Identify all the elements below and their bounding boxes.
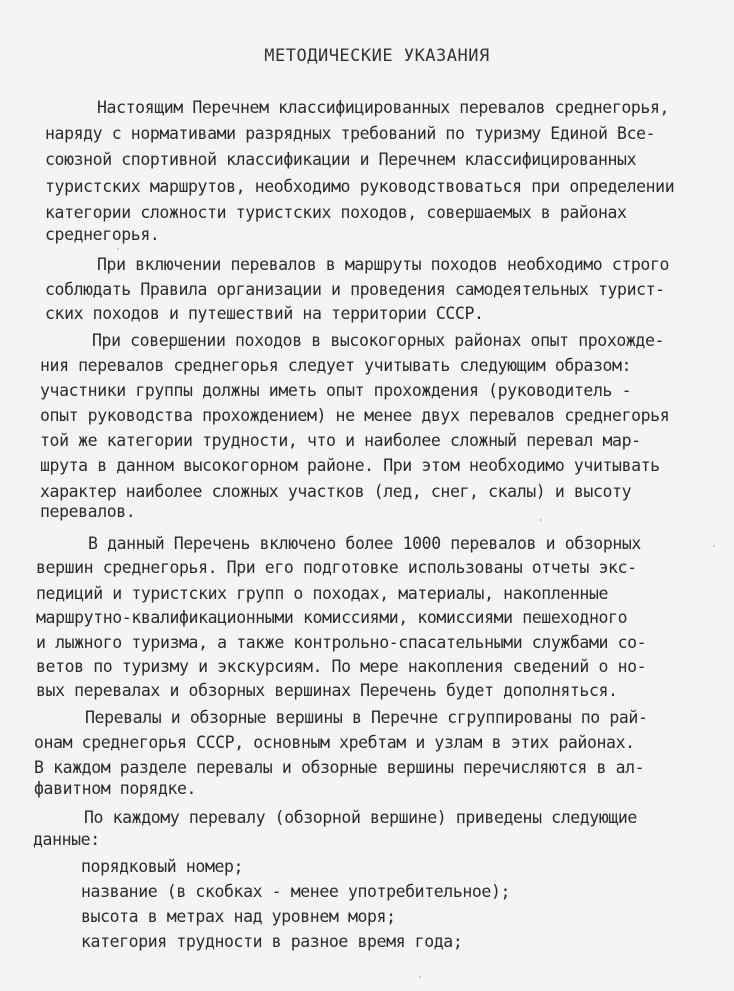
text-line: наряду с нормативами разрядных требований по туризму Единой Все- bbox=[45, 124, 656, 143]
text-line: категории сложности туристских походов, совершаемых в районах bbox=[45, 203, 627, 222]
text-line: соблюдать Правила организации и проведения самодеятельных турист- bbox=[45, 280, 665, 299]
text-line: фавитном порядке. bbox=[34, 779, 197, 798]
text-line: При включении перевалов в маршруты походов необходимо строго bbox=[97, 255, 670, 274]
text-line: название (в скобках - менее употребительное); bbox=[81, 882, 511, 901]
text-line: участники группы должны иметь опыт прохождения (руководитель - bbox=[40, 381, 632, 400]
paper-speck bbox=[540, 519, 542, 521]
text-line: При совершении походов в высокогорных районах опыт прохожде- bbox=[92, 331, 665, 350]
text-line: той же категории трудности, что и наиболее сложный перевал мар- bbox=[40, 431, 641, 450]
text-line: В каждом разделе перевалы и обзорные вершины перечисляются в ал- bbox=[34, 758, 645, 777]
text-line: туристских маршрутов, необходимо руководствоваться при определении bbox=[45, 177, 675, 196]
text-line: ветов по туризму и экскурсиям. По мере накопления сведений о но- bbox=[36, 657, 647, 676]
text-line: порядковый номер; bbox=[81, 857, 244, 876]
text-line: и лыжного туризма, а также контрольно-спасательными службами со- bbox=[36, 633, 647, 652]
text-line: Перевалы и обзорные вершины в Перечне сгруппированы по рай- bbox=[85, 708, 648, 727]
text-line: перевалов. bbox=[40, 502, 136, 521]
text-line: вых перевалах и обзорных вершинах Перечень будет дополняться. bbox=[36, 681, 618, 700]
text-line: педиций и туристских групп о походах, материалы, накопленные bbox=[36, 584, 609, 603]
text-line: Настоящим Перечнем классифицированных перевалов среднегорья, bbox=[97, 98, 670, 117]
text-line: среднегорья. bbox=[45, 225, 160, 244]
paper-speck bbox=[117, 248, 119, 250]
text-line: ния перевалов среднегорья следует учитывать следующим образом: bbox=[40, 356, 632, 375]
text-line: маршрутно-квалификационными комиссиями, комиссиями пешеходного bbox=[36, 608, 628, 627]
text-line: категория трудности в разное время года; bbox=[81, 932, 463, 951]
page-title: МЕТОДИЧЕСКИЕ УКАЗАНИЯ bbox=[264, 46, 490, 66]
text-line: По каждому перевалу (обзорной вершине) приведены следующие bbox=[84, 808, 637, 827]
paper-speck bbox=[419, 976, 421, 978]
text-line: ских походов и путешествий на территории СССР. bbox=[45, 304, 484, 323]
text-line: союзной спортивной классификации и Перечнем классифицированных bbox=[45, 150, 637, 169]
text-line: опыт руководства прохождением) не менее двух перевалов среднегорья bbox=[40, 406, 670, 425]
text-line: шрута в данном высокогорном районе. При этом необходимо учитывать bbox=[40, 456, 660, 475]
text-line: высота в метрах над уровнем моря; bbox=[81, 907, 396, 926]
paper-speck bbox=[713, 545, 715, 547]
text-line: вершин среднегорья. При его подготовке использованы отчеты экс- bbox=[36, 558, 637, 577]
text-line: данные: bbox=[33, 830, 100, 849]
text-line: онам среднегорья СССР, основным хребтам и узлам в этих районах. bbox=[34, 733, 635, 752]
text-line: В данный Перечень включено более 1000 перевалов и обзорных bbox=[88, 534, 641, 553]
text-line: характер наиболее сложных участков (лед, снег, скалы) и высоту bbox=[40, 482, 632, 501]
